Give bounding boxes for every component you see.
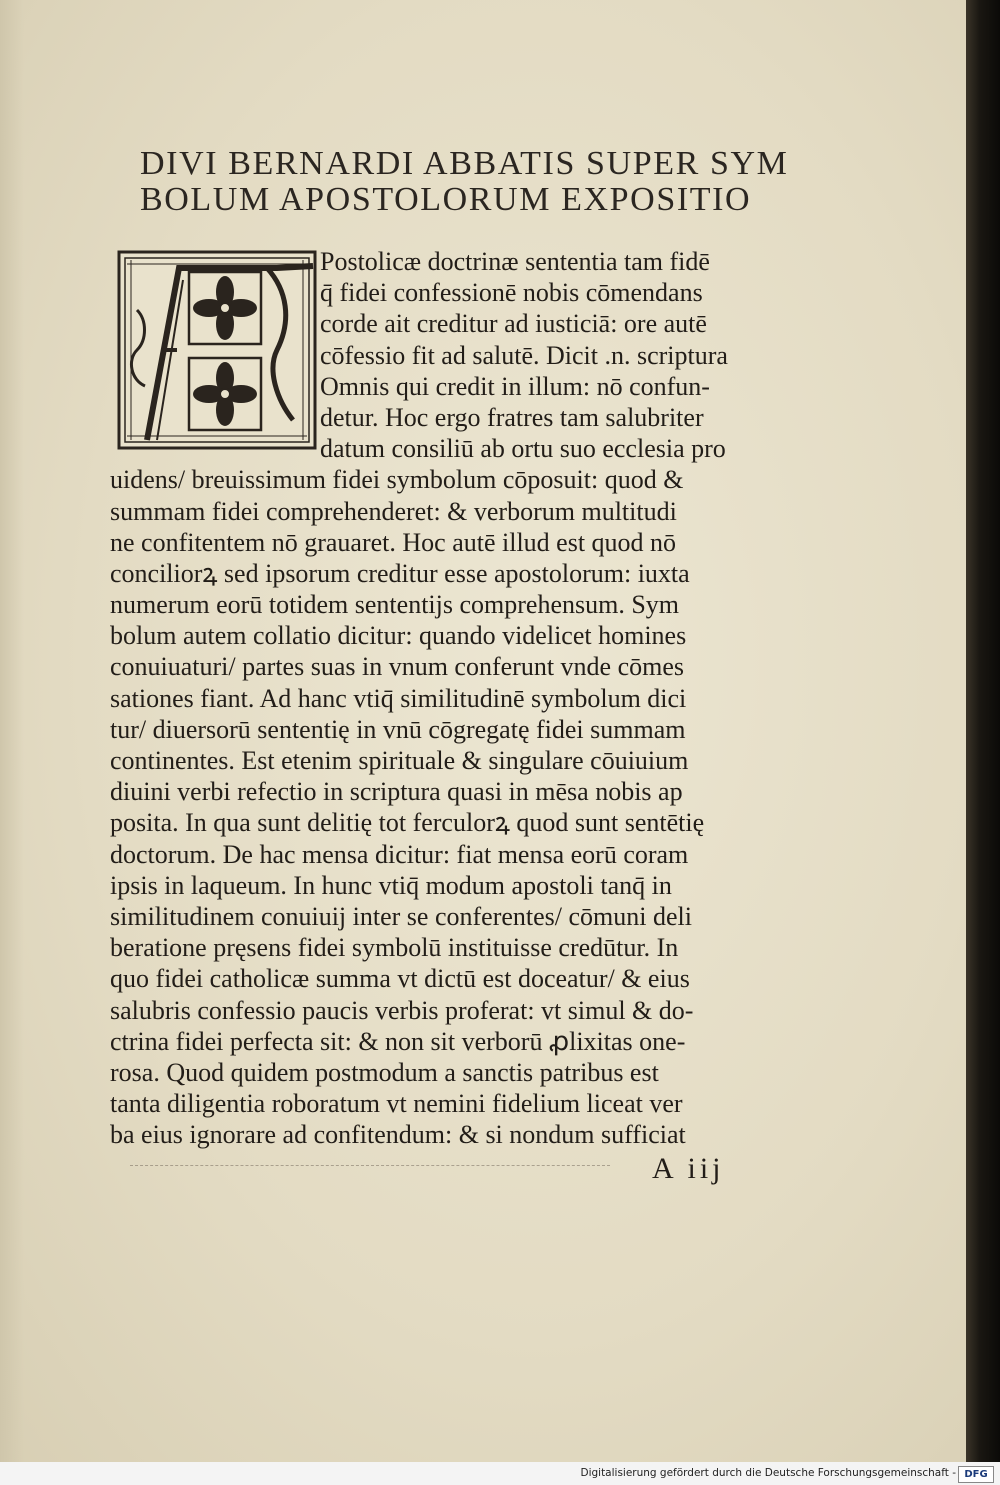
text-line: bolum autem collatio dicitur: quando videlicet homines [110,621,687,651]
text-line: diuini verbi refectio in scriptura quasi in mēsa nobis ap [110,777,683,807]
text-line: Omnis qui credit in illum: nō confun- [320,371,710,401]
text-line: ctrina fidei perfecta sit: & non sit verborū ꝓlixitas one- [110,1026,686,1056]
chapter-heading [140,145,789,218]
text-line: summam fidei comprehenderet: & verborum multitudi [110,496,677,526]
page-fold-shadow [0,0,24,1462]
text-line: Postolicæ doctrinæ sententia tam fidē [320,247,710,276]
text-line: tur/ diuersorū sententię in vnū cōgregatę fidei summam [110,714,686,744]
text-line: ne confitentem nō grauaret. Hoc autē illud est quod nō [110,527,677,557]
text-line: rosa. Quod quidem postmodum a sanctis patribus est [110,1057,659,1087]
text-line: cōfessio fit ad salutē. Dicit .n. scriptura [320,340,728,370]
text-line: detur. Hoc ergo fratres tam salubriter [320,402,704,432]
text-line: corde ait creditur ad iusticiā: ore autē [320,309,707,339]
text-line: continentes. Est etenim spirituale & singulare cōuiuium [110,746,689,775]
text-line: doctorum. De hac mensa dicitur: fiat mensa eorū coram [110,839,689,869]
body-text [110,246,790,1150]
text-line: datum consiliū ab ortu suo ecclesia pro [320,434,726,464]
footer-bar [0,1462,1000,1485]
text-line: posita. In qua sunt delitię tot ferculorꝝ quod sunt sentētię [110,808,705,838]
text-line: tanta diligentia roboratum vt nemini fidelium liceat ver [110,1089,683,1119]
text-line: salubris confessio paucis verbis proferat: vt simul & do- [110,995,694,1025]
text-line: ba eius ignorare ad confitendum: & si nondum sufficiat [110,1120,686,1150]
heading-line-1: DIVI BERNARDI ABBATIS SUPER SYM [140,145,789,182]
dfg-logo[interactable]: DFG [958,1466,994,1483]
text-line: uidens/ breuissimum fidei symbolum cōposuit: quod & [110,465,684,495]
text-line: q̄ fidei confessionē nobis cōmendans [320,278,703,308]
bottom-rule [130,1165,610,1166]
footer-credit: Digitalisierung gefördert durch die Deutsche Forschungsgemeinschaft - [580,1467,956,1479]
heading-line-2: BOLUM APOSTOLORUM EXPOSITIO [140,181,752,218]
text-line: numerum eorū totidem sententijs comprehensum. Sym [110,590,680,620]
text-line: beratione pręsens fidei symbolū instituisse credūtur. In [110,933,679,963]
text-line: conciliorꝝ sed ipsorum creditur esse apostolorum: iuxta [110,558,690,588]
text-line: ipsis in laqueum. In hunc vtiq̄ modum apostoli tanq̄ in [110,870,672,900]
page-edge [966,0,1000,1462]
text-line: quo fidei catholicæ summa vt dictū est doceatur/ & eius [110,964,690,994]
text-line: conuiuaturi/ partes suas in vnum conferunt vnde cōmes [110,652,685,682]
signature-mark: A iij [652,1152,725,1185]
text-line: sationes fiant. Ad hanc vtiq̄ similitudinē symbolum dici [110,683,687,713]
text-line: similitudinem conuiuij inter se conferentes/ cōmuni deli [110,901,692,931]
